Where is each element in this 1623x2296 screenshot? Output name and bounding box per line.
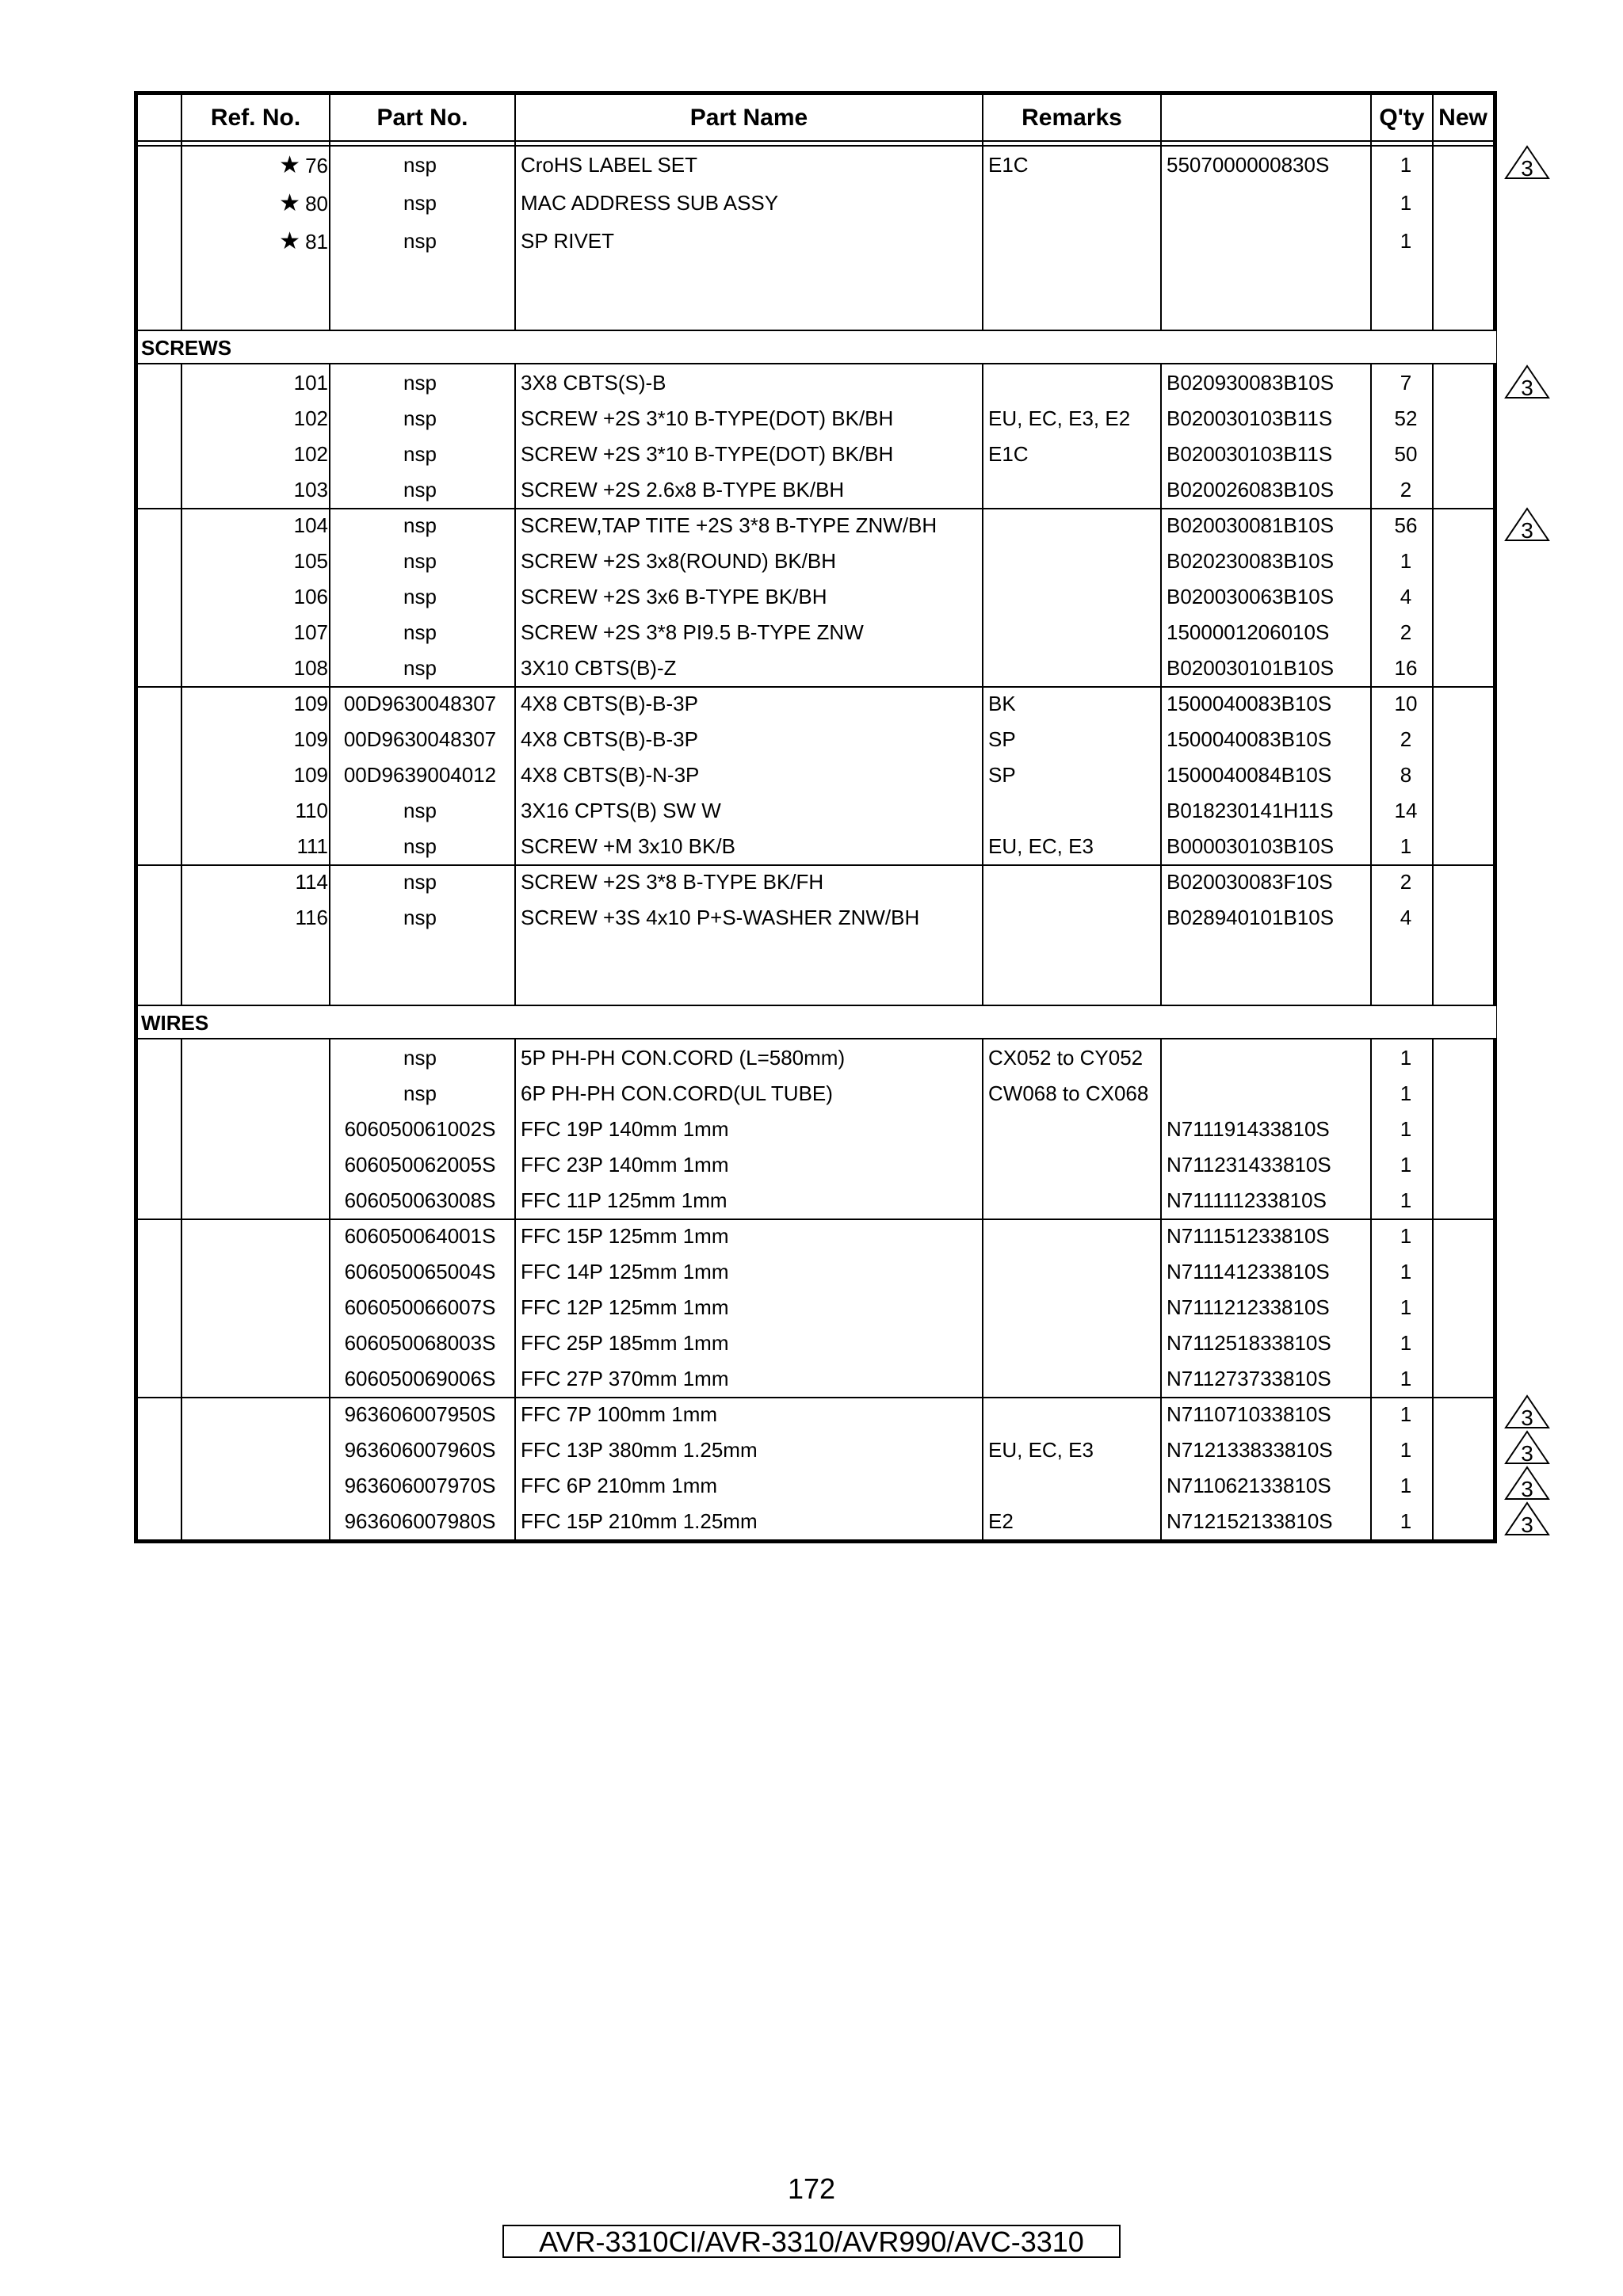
- ref-no: 106: [293, 585, 328, 608]
- ref-no: [185, 1361, 328, 1397]
- table-row: [138, 1112, 1493, 1147]
- ref-no: [185, 1183, 328, 1219]
- table-row: [138, 185, 1493, 221]
- star-icon: ★: [279, 152, 301, 178]
- qty: 1: [1400, 1367, 1412, 1390]
- part-name: FFC 15P 125mm 1mm: [521, 1224, 729, 1248]
- code: 1500040083B10S: [1167, 692, 1332, 715]
- ref-no: 109: [293, 763, 328, 787]
- code: B000030103B10S: [1167, 834, 1335, 858]
- ref-no: 116: [295, 906, 328, 929]
- remarks: BK: [988, 692, 1016, 715]
- ref-no: [185, 1254, 328, 1290]
- code: [1167, 1076, 1374, 1112]
- ref-no: [185, 1325, 328, 1361]
- code: N712133833810S: [1167, 1438, 1333, 1462]
- table-row: [138, 722, 1493, 757]
- remarks: SP: [988, 763, 1016, 787]
- code: [1167, 1040, 1374, 1076]
- part-name: FFC 25P 185mm 1mm: [521, 1331, 729, 1355]
- table-row: [138, 1147, 1493, 1183]
- table-row: [138, 365, 1493, 401]
- part-name: CroHS LABEL SET: [521, 153, 698, 177]
- ref-no: 110: [295, 799, 328, 822]
- part-name: SCREW +2S 3*10 B-TYPE(DOT) BK/BH: [521, 406, 894, 430]
- remarks: [988, 1290, 1164, 1325]
- table-row: [138, 793, 1493, 829]
- part-name: 3X16 CPTS(B) SW W: [521, 799, 721, 822]
- part-no: 606050068003S: [344, 1331, 496, 1355]
- table-row: [138, 1290, 1493, 1325]
- revision-triangle-icon: [1504, 1466, 1550, 1501]
- page-number: 172: [787, 2172, 836, 2205]
- ref-no: 105: [293, 549, 328, 573]
- ref-no: [185, 1290, 328, 1325]
- ref-no: 109: [293, 727, 328, 751]
- table-row: [138, 1432, 1493, 1468]
- qty: 16: [1394, 656, 1418, 680]
- part-no: 606050061002S: [344, 1117, 496, 1141]
- ref-no: ★ 81: [279, 228, 328, 254]
- part-no: 606050069006S: [344, 1367, 496, 1390]
- part-name: SCREW +3S 4x10 P+S-WASHER ZNW/BH: [521, 906, 920, 929]
- qty: 1: [1400, 1509, 1412, 1533]
- svg-text:3: 3: [1521, 1512, 1533, 1536]
- code: B020030083F10S: [1167, 870, 1333, 894]
- qty: 1: [1400, 1295, 1412, 1319]
- part-name: FFC 7P 100mm 1mm: [521, 1402, 718, 1426]
- ref-no: [185, 1219, 328, 1254]
- part-no: nsp: [403, 549, 437, 573]
- section-screws: SCREWS: [138, 331, 1496, 363]
- remarks: [988, 650, 1164, 686]
- part-no: 606050065004S: [344, 1260, 496, 1283]
- part-no: nsp: [403, 834, 437, 858]
- svg-text:3: 3: [1521, 1441, 1533, 1465]
- qty: 50: [1394, 442, 1418, 466]
- ref-no: 103: [293, 478, 328, 502]
- ref-no: ★ 76: [279, 152, 328, 178]
- ref-no: [185, 1468, 328, 1504]
- code: B028940101B10S: [1167, 906, 1335, 929]
- ref-no: [185, 1432, 328, 1468]
- remarks: [988, 793, 1164, 829]
- table-row: [138, 1219, 1493, 1254]
- table-row: [138, 900, 1493, 936]
- table-row: [138, 147, 1493, 183]
- code: N711111233810S: [1167, 1188, 1327, 1212]
- table-row: [138, 508, 1493, 543]
- code: 1500040083B10S: [1167, 727, 1332, 751]
- ref-no: 109: [293, 692, 328, 715]
- remarks: [988, 1219, 1164, 1254]
- part-no: 606050066007S: [344, 1295, 496, 1319]
- remarks: CW068 to CX068: [988, 1081, 1149, 1105]
- remarks: EU, EC, E3: [988, 834, 1094, 858]
- part-name: SCREW +2S 3*8 PI9.5 B-TYPE ZNW: [521, 620, 864, 644]
- part-no: nsp: [403, 1046, 437, 1070]
- remarks: [988, 1147, 1164, 1183]
- part-name: FFC 6P 210mm 1mm: [521, 1474, 718, 1497]
- ref-no: 111: [296, 834, 328, 858]
- code: B020230083B10S: [1167, 549, 1335, 573]
- remarks: [988, 615, 1164, 650]
- ref-no: [185, 1076, 328, 1112]
- table-row: [138, 1325, 1493, 1361]
- table-row: [138, 543, 1493, 579]
- header-ref-no: Ref. No.: [210, 105, 301, 131]
- remarks: [988, 1361, 1164, 1397]
- qty: 52: [1394, 406, 1418, 430]
- star-icon: ★: [279, 228, 301, 254]
- remarks: [988, 365, 1164, 401]
- qty: 1: [1400, 191, 1412, 215]
- table-row: [138, 757, 1493, 793]
- remarks: [988, 579, 1164, 615]
- part-no: 606050063008S: [344, 1188, 496, 1212]
- header-part-no: Part No.: [376, 105, 468, 131]
- revision-triangle-icon: [1504, 507, 1550, 542]
- remarks: EU, EC, E3, E2: [988, 406, 1131, 430]
- part-no: nsp: [403, 1081, 437, 1105]
- part-no: 606050064001S: [344, 1224, 496, 1248]
- remarks: [988, 1183, 1164, 1219]
- revision-triangle-icon: [1504, 1501, 1550, 1536]
- table-row: [138, 615, 1493, 650]
- parts-list-table: [134, 91, 1497, 1543]
- code: N711151233810S: [1167, 1224, 1330, 1248]
- table-row: [138, 1040, 1493, 1076]
- part-no: 963606007980S: [344, 1509, 496, 1533]
- part-name: 4X8 CBTS(B)-B-3P: [521, 727, 698, 751]
- code: B020930083B10S: [1167, 371, 1335, 395]
- qty: 1: [1400, 1402, 1412, 1426]
- header-code: [1161, 95, 1371, 140]
- qty: 1: [1400, 1260, 1412, 1283]
- table-row: [138, 1361, 1493, 1397]
- part-no: 963606007950S: [344, 1402, 496, 1426]
- header-new: New: [1438, 105, 1487, 131]
- code: [1167, 223, 1374, 259]
- header-qty: Q'ty: [1379, 105, 1425, 131]
- table-row: [138, 686, 1493, 722]
- table-row: [138, 864, 1493, 900]
- part-no: nsp: [403, 870, 437, 894]
- part-no: 00D9639004012: [343, 763, 497, 787]
- code: B020030101B10S: [1167, 656, 1335, 680]
- part-name: SCREW +2S 2.6x8 B-TYPE BK/BH: [521, 478, 845, 502]
- part-name: SP RIVET: [521, 229, 615, 253]
- part-no: nsp: [403, 442, 437, 466]
- remarks: E1C: [988, 153, 1029, 177]
- code: N711141233810S: [1167, 1260, 1330, 1283]
- part-name: 3X8 CBTS(S)-B: [521, 371, 666, 395]
- table-row: [138, 829, 1493, 864]
- code: [1167, 185, 1374, 221]
- remarks: CX052 to CY052: [988, 1046, 1144, 1070]
- table-row: [138, 1468, 1493, 1504]
- code: 1500001206010S: [1167, 620, 1330, 644]
- qty: 2: [1400, 620, 1412, 644]
- remarks: EU, EC, E3: [988, 1438, 1094, 1462]
- qty: 1: [1400, 1117, 1412, 1141]
- svg-text:3: 3: [1521, 156, 1533, 180]
- remarks: [988, 900, 1164, 936]
- qty: 1: [1400, 229, 1412, 253]
- qty: 14: [1394, 799, 1418, 822]
- qty: 2: [1400, 870, 1412, 894]
- qty: 1: [1400, 1153, 1412, 1177]
- remarks: [988, 1468, 1164, 1504]
- remarks: E1C: [988, 442, 1029, 466]
- remarks: [988, 543, 1164, 579]
- part-no: nsp: [403, 229, 437, 253]
- code: N711191433810S: [1167, 1117, 1330, 1141]
- part-name: FFC 14P 125mm 1mm: [521, 1260, 729, 1283]
- table-row: [138, 1254, 1493, 1290]
- table-row: [138, 650, 1493, 686]
- qty: 1: [1400, 153, 1412, 177]
- part-no: nsp: [403, 906, 437, 929]
- table-row: [138, 579, 1493, 615]
- revision-triangle-icon: [1504, 364, 1550, 399]
- table-row: [138, 1397, 1493, 1432]
- remarks: [988, 1254, 1164, 1290]
- ref-no: 101: [293, 371, 328, 395]
- svg-text:3: 3: [1521, 518, 1533, 542]
- table-row: [138, 1504, 1493, 1539]
- section-wires: WIRES: [138, 1006, 1496, 1038]
- code: 5507000000830S: [1167, 153, 1330, 177]
- qty: 1: [1400, 1188, 1412, 1212]
- part-no: nsp: [403, 656, 437, 680]
- remarks: [988, 223, 1164, 259]
- table-row: [138, 401, 1493, 437]
- part-no: 963606007960S: [344, 1438, 496, 1462]
- code: N711251833810S: [1167, 1331, 1331, 1355]
- remarks: [988, 508, 1164, 543]
- part-name: 4X8 CBTS(B)-B-3P: [521, 692, 698, 715]
- ref-no: [185, 1147, 328, 1183]
- ref-no: ★ 80: [279, 190, 328, 216]
- qty: 1: [1400, 1046, 1412, 1070]
- remarks: [988, 1325, 1164, 1361]
- ref-no: [185, 1112, 328, 1147]
- code: 1500040084B10S: [1167, 763, 1332, 787]
- ref-no: 114: [295, 870, 328, 894]
- remarks: [988, 1112, 1164, 1147]
- qty: 8: [1400, 763, 1412, 787]
- table-row: [138, 1183, 1493, 1219]
- part-name: FFC 12P 125mm 1mm: [521, 1295, 729, 1319]
- part-name: SCREW +2S 3*8 B-TYPE BK/FH: [521, 870, 824, 894]
- code: N711071033810S: [1167, 1402, 1331, 1426]
- remarks: E2: [988, 1509, 1014, 1533]
- qty: 1: [1400, 1438, 1412, 1462]
- table-row: [138, 472, 1493, 508]
- qty: 1: [1400, 834, 1412, 858]
- part-no: nsp: [403, 406, 437, 430]
- ref-no: 102: [293, 442, 328, 466]
- part-no: nsp: [403, 371, 437, 395]
- code: N711231433810S: [1167, 1153, 1331, 1177]
- qty: 1: [1400, 1331, 1412, 1355]
- remarks: SP: [988, 727, 1016, 751]
- svg-text:3: 3: [1521, 1405, 1533, 1429]
- revision-triangle-icon: [1504, 145, 1550, 180]
- qty: 2: [1400, 727, 1412, 751]
- part-name: MAC ADDRESS SUB ASSY: [521, 191, 779, 215]
- part-name: SCREW +2S 3x6 B-TYPE BK/BH: [521, 585, 827, 608]
- header-part-name: Part Name: [689, 105, 808, 131]
- star-icon: ★: [279, 190, 301, 216]
- part-name: FFC 15P 210mm 1.25mm: [521, 1509, 758, 1533]
- code: N712152133810S: [1167, 1509, 1333, 1533]
- part-name: 5P PH-PH CON.CORD (L=580mm): [521, 1046, 846, 1070]
- table-row: [138, 1076, 1493, 1112]
- code: B020026083B10S: [1167, 478, 1335, 502]
- qty: 2: [1400, 478, 1412, 502]
- code: N711121233810S: [1167, 1295, 1330, 1319]
- code: B020030063B10S: [1167, 585, 1335, 608]
- part-no: nsp: [403, 620, 437, 644]
- part-name: SCREW,TAP TITE +2S 3*8 B-TYPE ZNW/BH: [521, 513, 938, 537]
- part-name: FFC 13P 380mm 1.25mm: [521, 1438, 758, 1462]
- code: N711062133810S: [1167, 1474, 1331, 1497]
- part-no: nsp: [403, 478, 437, 502]
- svg-text:3: 3: [1521, 376, 1533, 399]
- part-name: FFC 23P 140mm 1mm: [521, 1153, 729, 1177]
- part-name: SCREW +2S 3*10 B-TYPE(DOT) BK/BH: [521, 442, 894, 466]
- svg-text:3: 3: [1521, 1477, 1533, 1501]
- qty: 1: [1400, 1224, 1412, 1248]
- qty: 1: [1400, 1081, 1412, 1105]
- part-name: FFC 27P 370mm 1mm: [521, 1367, 729, 1390]
- remarks: [988, 1397, 1164, 1432]
- code: N711273733810S: [1167, 1367, 1331, 1390]
- part-no: nsp: [403, 585, 437, 608]
- part-name: 4X8 CBTS(B)-N-3P: [521, 763, 700, 787]
- table-row: [138, 223, 1493, 259]
- qty: 4: [1400, 906, 1412, 929]
- part-no: 00D9630048307: [343, 727, 497, 751]
- part-no: 606050062005S: [344, 1153, 496, 1177]
- ref-no: 104: [293, 513, 328, 537]
- ref-no: 108: [293, 656, 328, 680]
- ref-no: [185, 1040, 328, 1076]
- part-no: nsp: [403, 191, 437, 215]
- code: B018230141H11S: [1167, 799, 1334, 822]
- part-name: SCREW +2S 3x8(ROUND) BK/BH: [521, 549, 837, 573]
- qty: 7: [1400, 371, 1412, 395]
- qty: 1: [1400, 549, 1412, 573]
- part-no: nsp: [403, 513, 437, 537]
- remarks: [988, 472, 1164, 508]
- part-name: 6P PH-PH CON.CORD(UL TUBE): [521, 1081, 833, 1105]
- ref-no: [185, 1397, 328, 1432]
- part-no: nsp: [403, 153, 437, 177]
- part-name: FFC 11P 125mm 1mm: [521, 1188, 727, 1212]
- part-no: 963606007970S: [344, 1474, 496, 1497]
- ref-no: [185, 1504, 328, 1539]
- qty: 4: [1400, 585, 1412, 608]
- part-name: 3X10 CBTS(B)-Z: [521, 656, 677, 680]
- table-row: [138, 437, 1493, 472]
- ref-no: 102: [293, 406, 328, 430]
- part-name: SCREW +M 3x10 BK/B: [521, 834, 735, 858]
- part-name: FFC 19P 140mm 1mm: [521, 1117, 729, 1141]
- header-remarks: Remarks: [1022, 105, 1122, 131]
- code: B020030103B11S: [1167, 442, 1333, 466]
- qty: 1: [1400, 1474, 1412, 1497]
- revision-triangle-icon: [1504, 1430, 1550, 1465]
- qty: 10: [1394, 692, 1418, 715]
- revision-triangle-icon: [1504, 1394, 1550, 1429]
- part-no: nsp: [403, 799, 437, 822]
- qty: 56: [1394, 513, 1418, 537]
- remarks: [988, 185, 1164, 221]
- model-name-box: AVR-3310CI/AVR-3310/AVR990/AVC-3310: [502, 2225, 1121, 2258]
- code: B020030081B10S: [1167, 513, 1335, 537]
- ref-no: 107: [293, 620, 328, 644]
- code: B020030103B11S: [1167, 406, 1333, 430]
- remarks: [988, 864, 1164, 900]
- part-no: 00D9630048307: [343, 692, 497, 715]
